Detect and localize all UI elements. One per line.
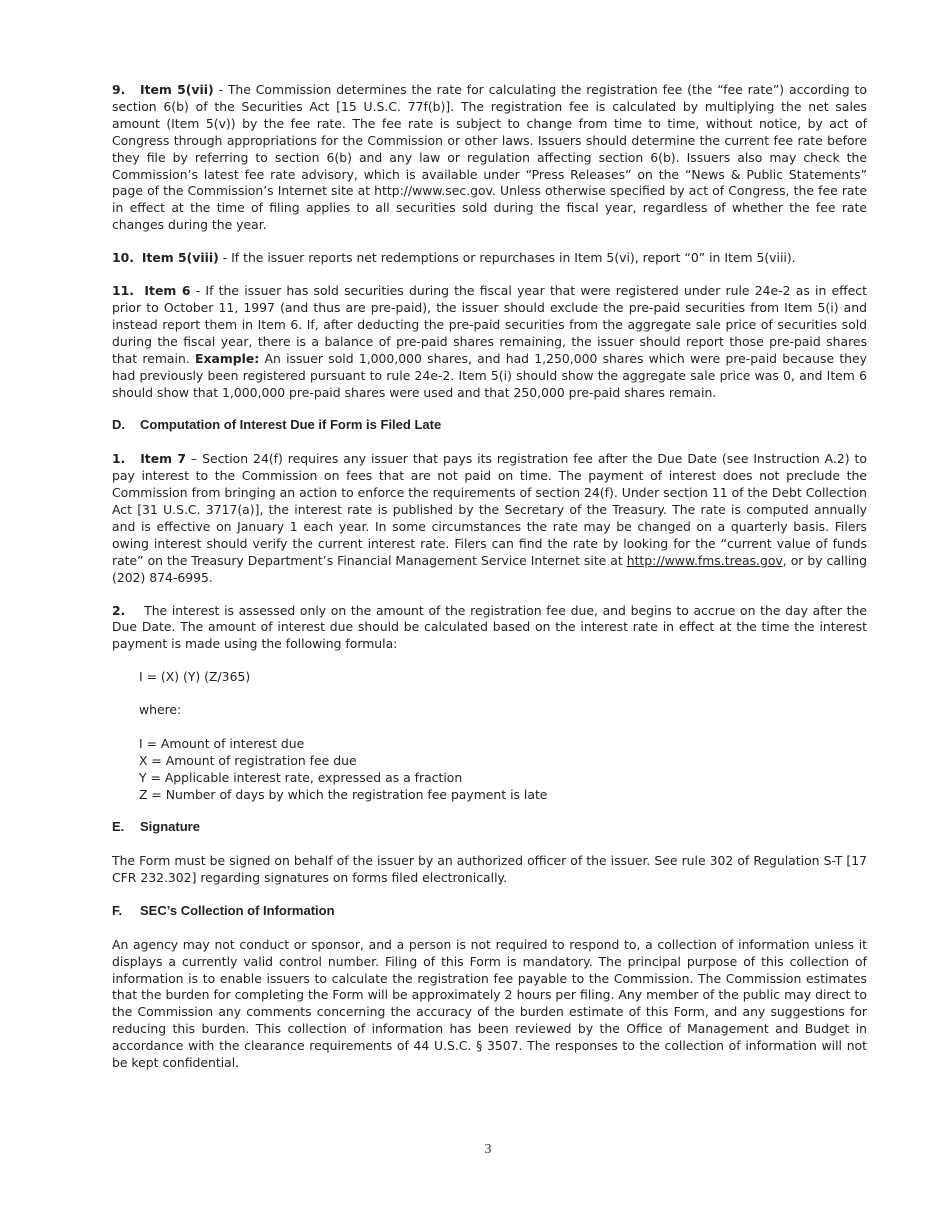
item-number: 10.	[112, 250, 134, 266]
section-title: Signature	[140, 819, 200, 835]
item-number: 2.	[112, 602, 126, 618]
section-d-item-1	[112, 451, 867, 586]
instruction-item-11	[112, 283, 867, 401]
section-letter: D.	[112, 417, 125, 433]
item-text-after: , or by calling (202) 874-6995.	[112, 552, 867, 585]
item-text: The interest is assessed only on the amount of the registration fee due, and begins to accrue on the day after the Due Date. The amount of interest due should be calculated based on the interest rate in effect at the time the interest payment is made using the following formula:	[112, 602, 867, 652]
item-number: 1.	[112, 451, 126, 467]
definition-item: X = Amount of registration fee due	[139, 753, 357, 769]
interest-formula: I = (X) (Y) (Z/365)	[139, 669, 251, 685]
formula-definitions	[139, 735, 867, 803]
item-text: – Section 24(f) requires any issuer that pays its registration fee after the Due Date (see Instruction A.2) to pay interest to the Commission on fees that are not paid on time. The payment of interest does not preclude the Commission from bringing an action to enforce the requirements of section 24(f). Under section 11 of the Debt Collection Act [31 U.S.C. 3717(a)], the interest rate is published by the Secretary of the Treasury. The rate is computed annually and is effective on January 1 each year. In some circumstances the rate may be changed on a quarterly basis. Filers owing interest should verify the current interest rate. Filers can find the rate by looking for the “current value of funds rate” on the Treasury Department’s Financial Management Service Internet site at	[112, 451, 867, 568]
instruction-item-9	[112, 82, 867, 234]
document-page	[112, 82, 867, 1088]
item-text: - If the issuer has sold securities during the fiscal year that were registered under rule 24e-2 as in effect prior to October 11, 1997 (and thus are pre-paid), the issuer should exclude the pre-paid securities from Item 5(i) and instead report them in Item 6. If, after deducting the pre-paid securities from the aggregate sale price of securities sold during the fiscal year, there is a balance of pre-paid shares remaining, the issuer should report those pre-paid shares that remain.	[112, 283, 867, 366]
section-heading-f	[112, 903, 867, 920]
section-e-text: The Form must be signed on behalf of the issuer by an authorized officer of the issuer. See rule 302 of Regulation S-T [17 CFR 232.302] regarding signatures on forms filed electronically.	[112, 853, 867, 885]
section-title: SEC’s Collection of Information	[140, 902, 335, 918]
formula-where: where:	[139, 702, 182, 718]
definition-item: I = Amount of interest due	[139, 736, 305, 752]
item-label: Item 7	[140, 451, 186, 467]
item-number: 11.	[112, 283, 134, 299]
fms-treas-link[interactable]: http://www.fms.treas.gov	[626, 552, 783, 568]
item-text: - If the issuer reports net redemptions or repurchases in Item 5(vi), report “0” in Item 5(viii).	[218, 250, 796, 266]
page-number: 3	[484, 1142, 492, 1157]
section-letter: F.	[112, 902, 123, 918]
section-heading-e	[112, 819, 867, 836]
definition-item: Z = Number of days by which the registration fee payment is late	[139, 787, 548, 803]
section-title: Computation of Interest Due if Form is Filed Late	[140, 417, 442, 433]
item-label: Item 5(vii)	[140, 82, 214, 97]
section-heading-d	[112, 417, 867, 434]
item-text: - The Commission determines the rate for calculating the registration fee (the “fee rate”) according to section 6(b) of the Securities Act [15 U.S.C. 77f(b)]. The registration fee is calculated by multiplying the net sales amount (Item 5(v)) by the fee rate. The fee rate is subject to change from time to time, without notice, by act of Congress through appropriations for the Commission or other laws. Issuers should determine the current fee rate before they file by referring to section 6(b) and any law or regulation affecting section 6(b). Issuers also may check the Commission’s latest fee rate advisory, which is available under “Press Releases” on the “News & Public Statements” page of the Commission’s Internet site at http://www.sec.gov. Unless otherwise specified by act of Congress, the fee rate in effect at the time of filing applies to all securities sold during the fiscal year, regardless of whether the fee rate changes during the year.	[112, 82, 867, 233]
item-number: 9.	[112, 82, 126, 97]
item-label: Item 5(viii)	[141, 250, 219, 266]
example-text: An issuer sold 1,000,000 shares, and had 1,250,000 shares which were pre-paid because they had previously been registered pursuant to rule 24e-2. Item 5(i) should show the aggregate sale price was 0, and Item 6 should show that 1,000,000 pre-paid shares were used and that 250,000 pre-paid shares remain.	[112, 350, 867, 400]
item-label: Item 6	[144, 283, 191, 299]
definition-item: Y = Applicable interest rate, expressed as a fraction	[139, 770, 463, 786]
instruction-item-10	[112, 250, 867, 267]
section-d-item-2	[112, 603, 867, 654]
example-label: Example:	[195, 350, 260, 366]
section-letter: E.	[112, 819, 125, 835]
section-f-text: An agency may not conduct or sponsor, and a person is not required to respond to, a collection of information unless it displays a currently valid control number. Filing of this Form is mandatory. The principal purpose of this collection of information is to enable issuers to calculate the registration fee payable to the Commission. The Commission estimates that the burden for completing the Form will be approximately 2 hours per filing. Any member of the public may direct to the Commission any comments concerning the accuracy of the burden estimate of this Form, and any suggestions for reducing this burden. This collection of information has been reviewed by the Office of Management and Budget in accordance with the clearance requirements of 44 U.S.C. § 3507. The responses to the collection of information will not be kept confidential.	[112, 936, 867, 1071]
